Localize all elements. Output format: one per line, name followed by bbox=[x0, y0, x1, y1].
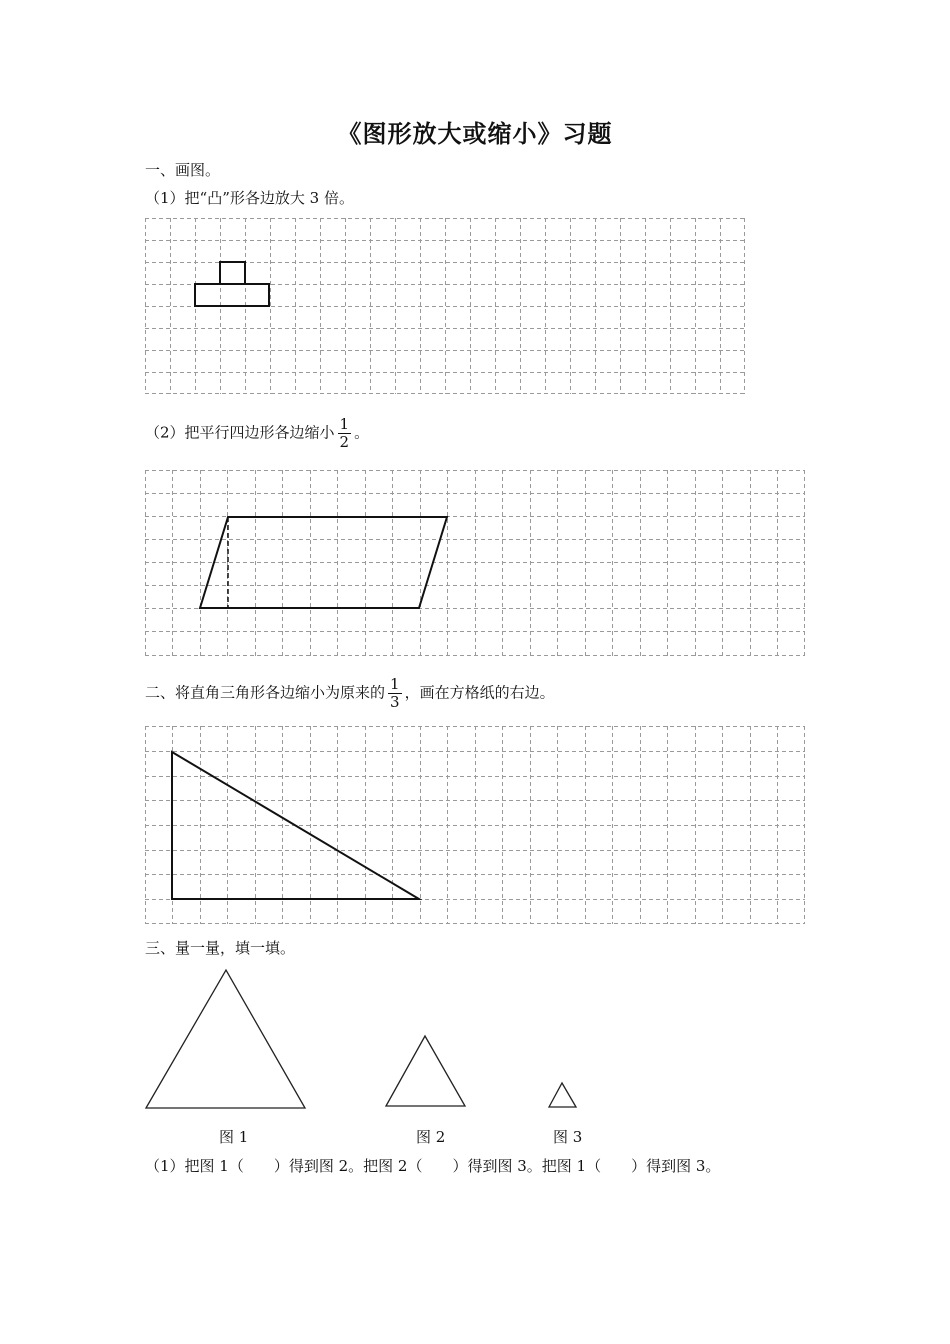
caption-figure-2: 图 2 bbox=[416, 1128, 446, 1146]
fraction-denominator: 3 bbox=[390, 693, 400, 711]
page-title: 《图形放大或缩小》习题 bbox=[337, 119, 613, 148]
caption-figure-1: 图 1 bbox=[219, 1128, 249, 1146]
triangle-1 bbox=[146, 970, 305, 1108]
fraction-numerator: 1 bbox=[390, 675, 400, 693]
section2-prefix: 二、将直角三角形各边缩小为原来的 bbox=[145, 683, 386, 702]
caption-figure-3: 图 3 bbox=[553, 1128, 583, 1146]
section3-question-1: （1）把图 1（ ）得到图 2。把图 2（ ）得到图 3。把图 1（ ）得到图 3。 bbox=[145, 1157, 721, 1175]
question-1-1: （1）把“凸”形各边放大 3 倍。 bbox=[145, 189, 354, 207]
section1-heading: 一、画图。 bbox=[145, 161, 221, 179]
fraction-denominator: 2 bbox=[339, 433, 350, 451]
triangle-3 bbox=[549, 1083, 576, 1107]
section3-heading: 三、量一量，填一填。 bbox=[145, 939, 296, 957]
section2-suffix: ，画在方格纸的右边。 bbox=[404, 683, 555, 702]
question-1-2-prefix: （2）把平行四边形各边缩小 bbox=[145, 423, 335, 442]
triangle-2 bbox=[386, 1036, 465, 1106]
fraction-numerator: 1 bbox=[339, 415, 350, 433]
question-1-2-suffix: 。 bbox=[354, 423, 370, 442]
